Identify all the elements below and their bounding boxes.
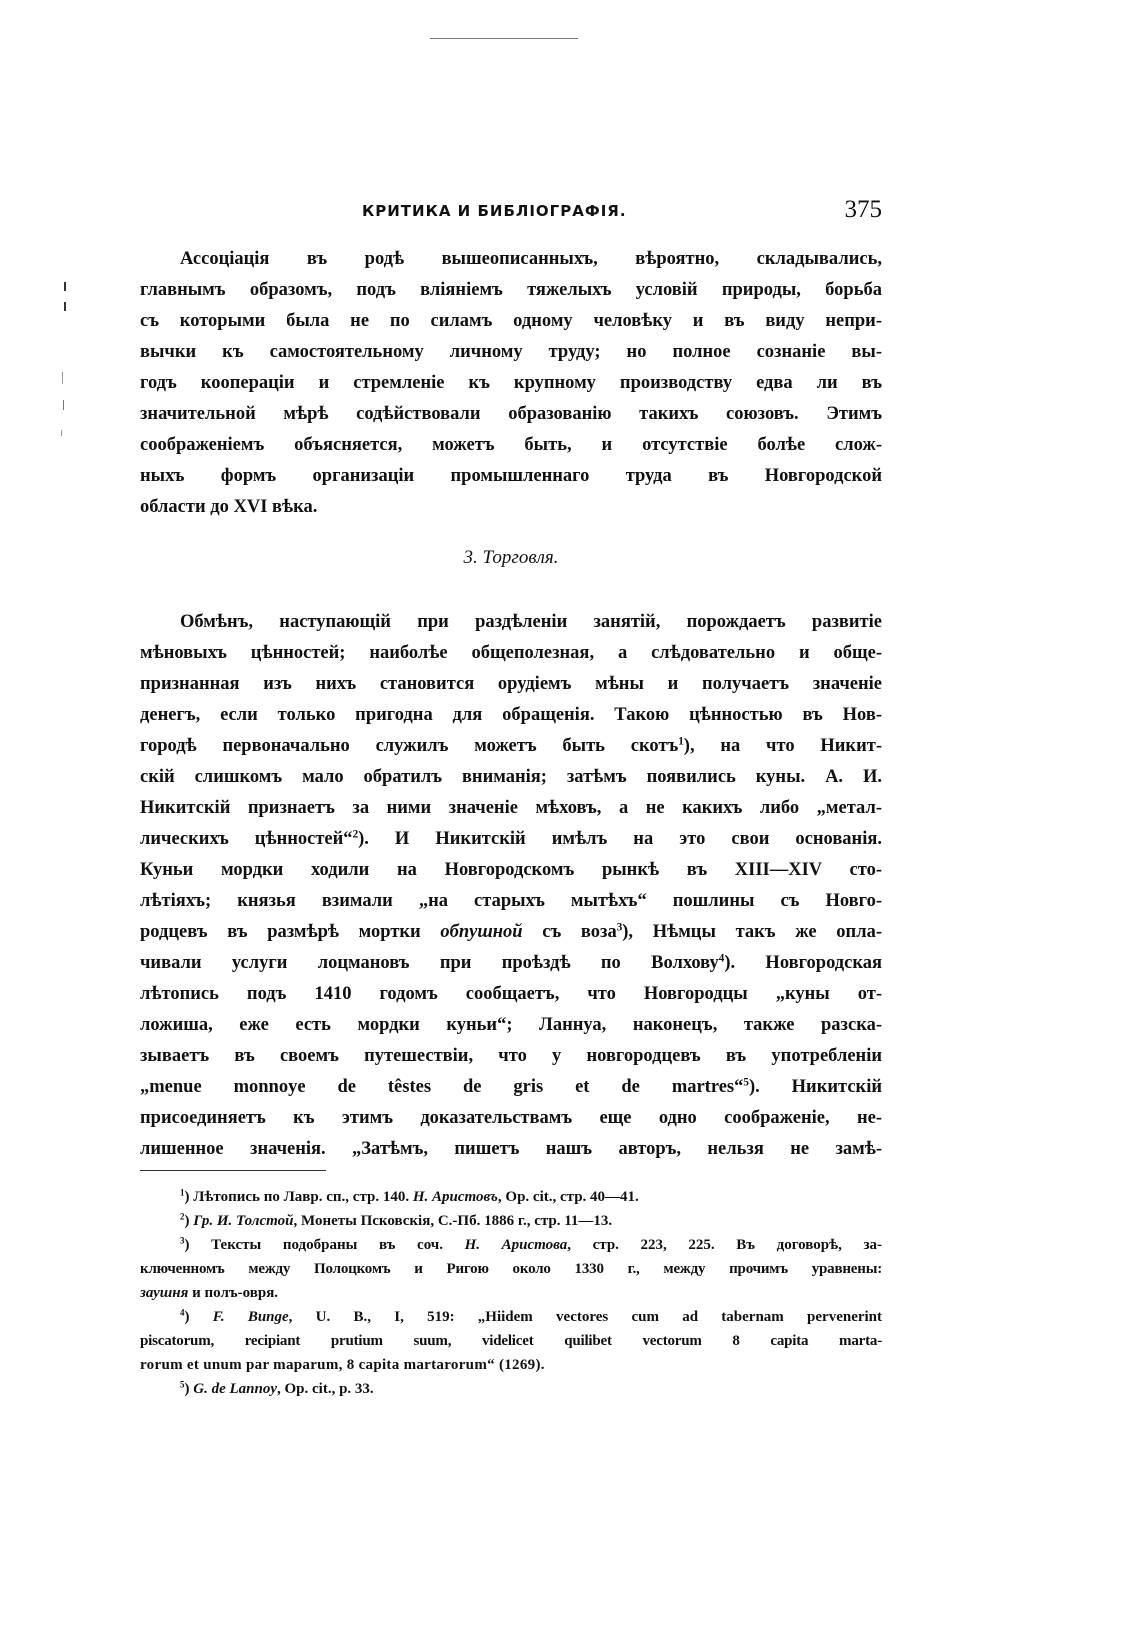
footnote-ref: 5 bbox=[743, 1076, 749, 1089]
text-line: Ассоціація въ родѣ вышеописанныхъ, вѣроятно, складывались, bbox=[180, 249, 882, 269]
text-line: главнымъ образомъ, подъ вліяніемъ тяжелыхъ условій природы, борьба bbox=[140, 280, 882, 300]
text-line: соображеніемъ объясняется, можетъ быть, и отсутствіе болѣе слож- bbox=[140, 435, 882, 455]
footnotes bbox=[140, 1185, 882, 1401]
text-run: , Op. cit., стр. 40—41. bbox=[497, 1189, 639, 1205]
text-line: области до XVI вѣка. bbox=[140, 497, 318, 517]
text-line: присоединяетъ къ этимъ доказательствамъ еще одно соображеніе, не- bbox=[140, 1108, 882, 1128]
text-line bbox=[140, 731, 882, 762]
text-run: родцевъ въ размѣрѣ мортки bbox=[140, 922, 441, 942]
text-line: Никитскій признаетъ за ними значеніе мѣховъ, а не какихъ либо „метал- bbox=[140, 798, 882, 818]
text-line: признанная изъ нихъ становится орудіемъ мѣны и получаетъ значеніе bbox=[140, 674, 882, 694]
text-run: , Монеты Псковскія, С.-Пб. 1886 г., стр. 11—13. bbox=[293, 1213, 613, 1229]
page-number: 375 bbox=[844, 196, 882, 223]
footnote-ref: 3 bbox=[616, 921, 623, 934]
footnote-5: $^5$) G. de Lannoy, Op. cit., p. 33. bbox=[180, 1379, 374, 1397]
footnote-number: 3 bbox=[180, 1235, 185, 1246]
section-heading: 3. Торговля. bbox=[463, 547, 559, 568]
footnote-number: 2 bbox=[180, 1211, 185, 1222]
text-line: денегъ, если только пригодна для обращенія. Такою цѣнностью въ Нов- bbox=[140, 705, 882, 725]
text-run: ). Новгородская bbox=[724, 953, 882, 973]
text-line: лишенное значенія. „Затѣмъ, пишетъ нашъ авторъ, нельзя не замѣ- bbox=[140, 1139, 882, 1159]
footnote-ref: 2 bbox=[352, 828, 359, 841]
text-run: ), Нѣмцы такъ же опла- bbox=[622, 922, 882, 942]
margin-mark bbox=[63, 400, 64, 410]
paragraph-1 bbox=[140, 244, 882, 523]
italic-author: G. de Lannoy bbox=[193, 1381, 277, 1397]
text-line bbox=[140, 824, 882, 855]
footnote-4-continued: piscatorum, recipiant prutium suum, videlicet quilibet vectorum 8 capita marta- bbox=[140, 1333, 882, 1349]
top-edge-rule bbox=[430, 38, 578, 39]
italic-author: Н. Аристовъ bbox=[412, 1189, 498, 1205]
text-line: ложиша, еже есть мордки куньи“; Ланнуа, наконецъ, также разска- bbox=[140, 1015, 882, 1035]
footnote-3-continued bbox=[140, 1281, 882, 1305]
margin-mark bbox=[64, 302, 66, 311]
margin-mark bbox=[61, 430, 62, 436]
running-head: КРИТИКА И БИБЛІОГРАФІЯ. bbox=[362, 202, 627, 220]
italic-term: обпушной bbox=[440, 922, 523, 942]
text-run: Тексты подобраны въ соч. bbox=[211, 1237, 465, 1253]
text-line bbox=[140, 948, 882, 979]
footnote-4: $^4$) F. Bunge, U. B., I, 519: „Hiidem vectores cum ad tabernam pervenerint bbox=[180, 1307, 882, 1325]
text-run: чивали услуги лоцмановъ при проѣздѣ по Волхову bbox=[140, 953, 719, 973]
text-run: ). И Никитскій имѣлъ на это свои основанія. bbox=[358, 829, 882, 849]
body-text bbox=[140, 244, 882, 1165]
text-run: , U. B., I, 519: „Hiidem vectores cum ad tabernam pervenerint bbox=[288, 1309, 882, 1325]
text-run: , стр. 223, 225. Въ договорѣ, за- bbox=[567, 1237, 882, 1253]
text-line: значительной мѣрѣ содѣйствовали образованію такихъ союзовъ. Этимъ bbox=[140, 404, 882, 424]
text-run: „menue monnoye de têstes de gris et de martres“ bbox=[140, 1077, 744, 1097]
text-line: мѣновыхъ цѣнностей; наиболѣе общеполезная, а слѣдовательно и обще- bbox=[140, 643, 882, 663]
footnote-number: 5 bbox=[180, 1379, 185, 1390]
text-run: Лѣтопись по Лавр. сп., стр. 140. bbox=[193, 1189, 413, 1205]
footnote-number: 1 bbox=[180, 1187, 185, 1198]
text-run: , Op. cit., p. 33. bbox=[277, 1381, 374, 1397]
text-run: и полъ-овря. bbox=[188, 1285, 279, 1301]
text-run: лическихъ цѣнностей“ bbox=[140, 829, 353, 849]
footnote-divider bbox=[140, 1170, 326, 1171]
text-line: лѣтіяхъ; князья взимали „на старыхъ мытѣхъ“ пошлины съ Новго- bbox=[140, 891, 882, 911]
footnote-2: $^2$) Гр. И. Толстой, Монеты Псковскія, С.-Пб. 1886 г., стр. 11—13. bbox=[180, 1211, 613, 1229]
text-line: ныхъ формъ организаціи промышленнаго труда въ Новгородской bbox=[140, 466, 882, 486]
italic-author: F. Bunge bbox=[212, 1309, 289, 1325]
text-line: вычки къ самостоятельному личному труду; но полное сознаніе вы- bbox=[140, 342, 882, 362]
margin-mark bbox=[64, 282, 66, 291]
margin-mark bbox=[62, 372, 63, 384]
footnote-4-continued: rorum et unum par maparum, 8 capita martarorum“ (1269). bbox=[140, 1357, 545, 1373]
footnote-ref: 4 bbox=[718, 952, 725, 965]
text-line: скій слишкомъ мало обратилъ вниманія; затѣмъ появились куны. А. И. bbox=[140, 767, 882, 787]
footnote-1: $^1$) Лѣтопись по Лавр. сп., стр. 140. Н. Аристовъ, Op. cit., стр. 40—41. bbox=[180, 1187, 639, 1205]
page-header bbox=[140, 196, 882, 236]
text-line: съ которыми была не по силамъ одному человѣку и въ виду непри- bbox=[140, 311, 882, 331]
text-run: городѣ первоначально служилъ можетъ быть скотъ bbox=[140, 736, 679, 756]
text-run: съ воза bbox=[522, 922, 617, 942]
italic-author: Гр. И. Толстой bbox=[193, 1213, 294, 1229]
text-run: ). Никитскій bbox=[748, 1077, 882, 1097]
paragraph-2 bbox=[140, 607, 882, 1165]
italic-term: заушня bbox=[140, 1285, 189, 1301]
text-line: годъ кооперацiи и стремленіе къ крупному производству едва ли въ bbox=[140, 373, 882, 393]
text-line bbox=[140, 917, 882, 948]
text-line: Обмѣнъ, наступающій при раздѣленіи занятій, порождаетъ развитіе bbox=[180, 612, 882, 632]
text-line: лѣтопись подъ 1410 годомъ сообщаетъ, что Новгородцы „куны от- bbox=[140, 984, 882, 1004]
italic-author: Н. Аристова bbox=[464, 1237, 568, 1253]
footnote-3: $^3$) Тексты подобраны въ соч. Н. Аристова, стр. 223, 225. Въ договорѣ, за- bbox=[180, 1235, 882, 1253]
text-line: Куньи мордки ходили на Новгородскомъ рынкѣ въ XIII—XIV сто- bbox=[140, 860, 882, 880]
text-line: зываетъ въ своемъ путешествіи, что у новгородцевъ въ употребленіи bbox=[140, 1046, 882, 1066]
footnote-3-continued: ключенномъ между Полоцкомъ и Ригою около 1330 г., между прочимъ уравнены: bbox=[140, 1261, 882, 1277]
text-line bbox=[140, 1072, 882, 1103]
footnote-number: 4 bbox=[180, 1307, 185, 1318]
text-run: ), на что Никит- bbox=[683, 736, 882, 756]
footnote-ref: 1 bbox=[678, 735, 684, 748]
